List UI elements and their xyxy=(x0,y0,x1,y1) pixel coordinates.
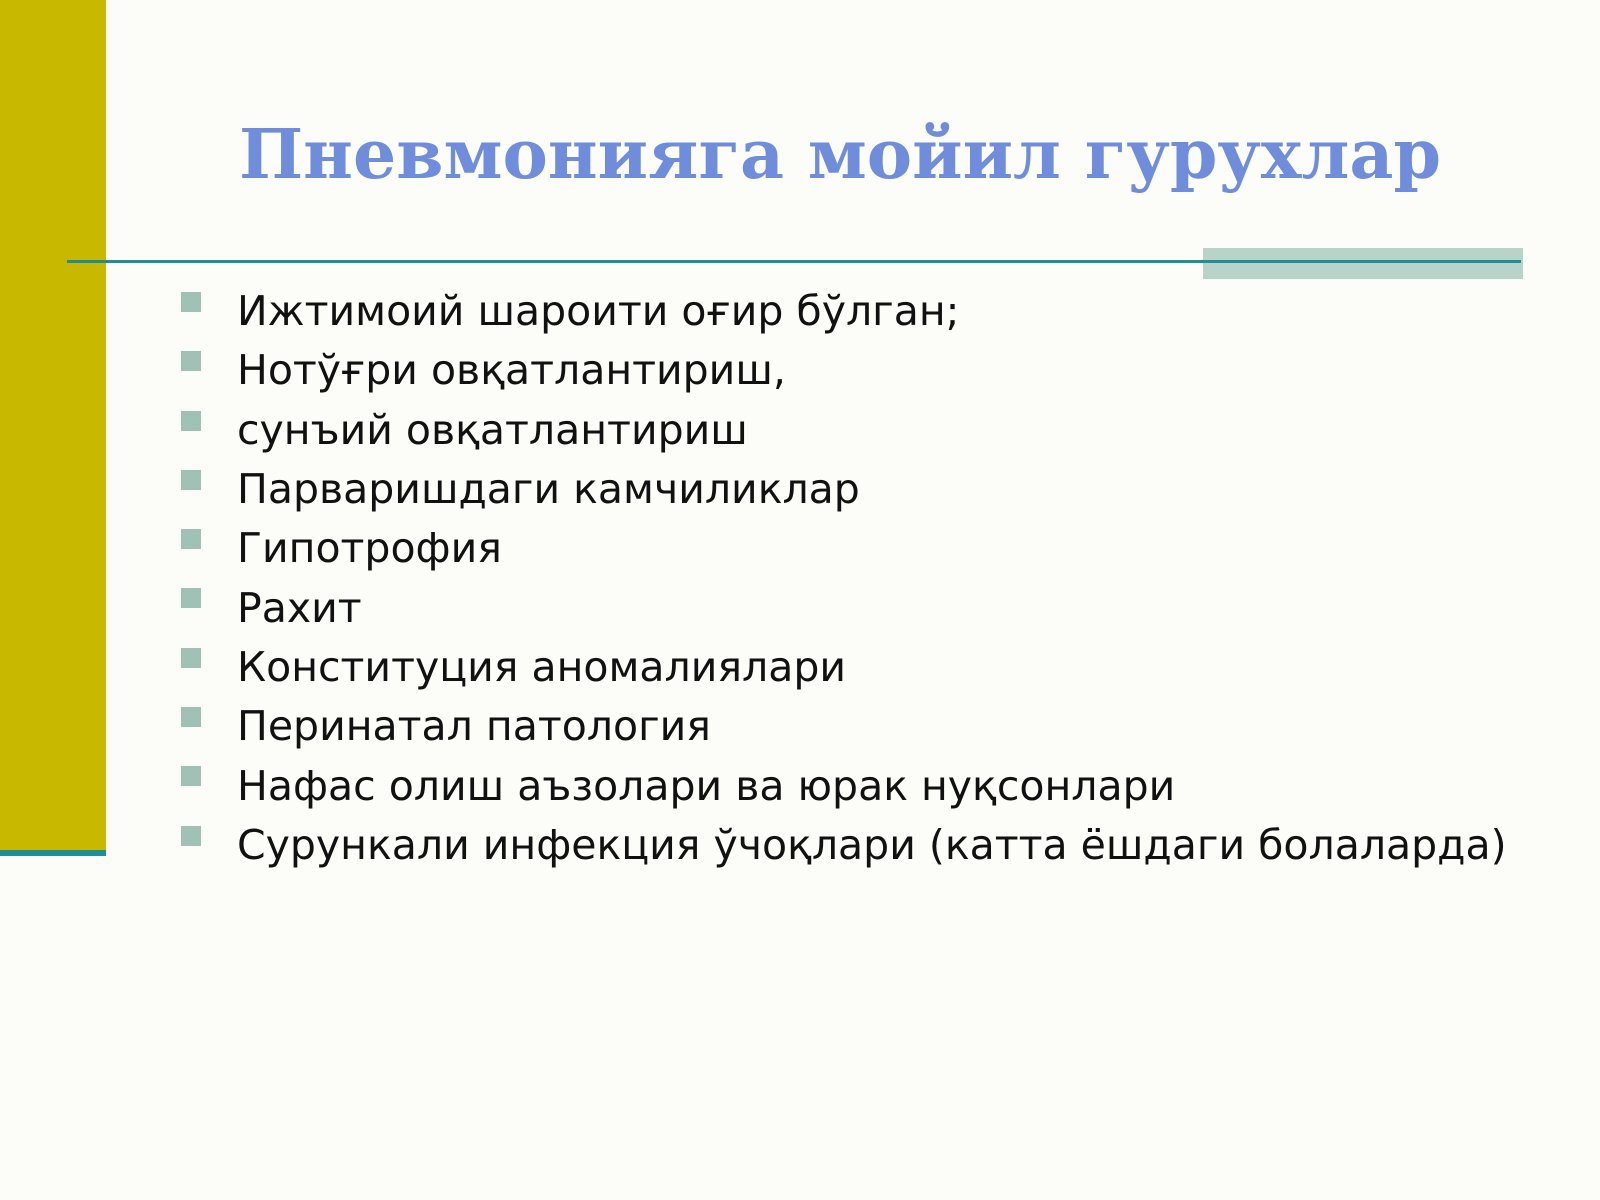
left-decorative-bar xyxy=(0,0,106,856)
bullet-text: сунъий овқатлантириш xyxy=(237,405,748,454)
square-bullet-icon xyxy=(181,529,201,549)
square-bullet-icon xyxy=(181,470,201,490)
square-bullet-icon xyxy=(181,351,201,371)
bullet-text: Парваришдаги камчиликлар xyxy=(237,465,860,514)
square-bullet-icon xyxy=(181,588,201,608)
bullet-text: Гипотрофия xyxy=(237,524,502,573)
square-bullet-icon xyxy=(181,411,201,431)
list-item xyxy=(178,816,1507,875)
list-item xyxy=(178,756,1507,815)
bullet-text: Сурункали инфекция ўчоқлари (катта ёшдаги болаларда) xyxy=(237,820,1507,869)
bullet-text: Перинатал патология xyxy=(237,702,711,751)
square-bullet-icon xyxy=(181,707,201,727)
list-item xyxy=(178,341,1507,400)
bullet-list xyxy=(178,282,1507,875)
title-divider-line xyxy=(67,260,1521,263)
bullet-text: Рахит xyxy=(237,583,362,632)
bullet-text: Нафас олиш аъзолари ва юрак нуқсонлари xyxy=(237,761,1176,810)
list-item xyxy=(178,578,1507,637)
square-bullet-icon xyxy=(181,766,201,786)
square-bullet-icon xyxy=(181,292,201,312)
list-item xyxy=(178,697,1507,756)
bullet-text: Нотўғри овқатлантириш, xyxy=(237,346,786,395)
list-item xyxy=(178,638,1507,697)
list-item xyxy=(178,460,1507,519)
square-bullet-icon xyxy=(181,826,201,846)
list-item xyxy=(178,282,1507,341)
list-item xyxy=(178,519,1507,578)
bullet-text: Ижтимоий шароити оғир бўлган; xyxy=(237,287,960,336)
slide-title: Пневмонияга мойил гурухлар xyxy=(238,115,1442,195)
left-bar-underline xyxy=(0,850,106,856)
square-bullet-icon xyxy=(181,648,201,668)
divider-accent-block xyxy=(1203,248,1523,279)
bullet-text: Конституция аномалиялари xyxy=(237,642,847,691)
list-item xyxy=(178,401,1507,460)
